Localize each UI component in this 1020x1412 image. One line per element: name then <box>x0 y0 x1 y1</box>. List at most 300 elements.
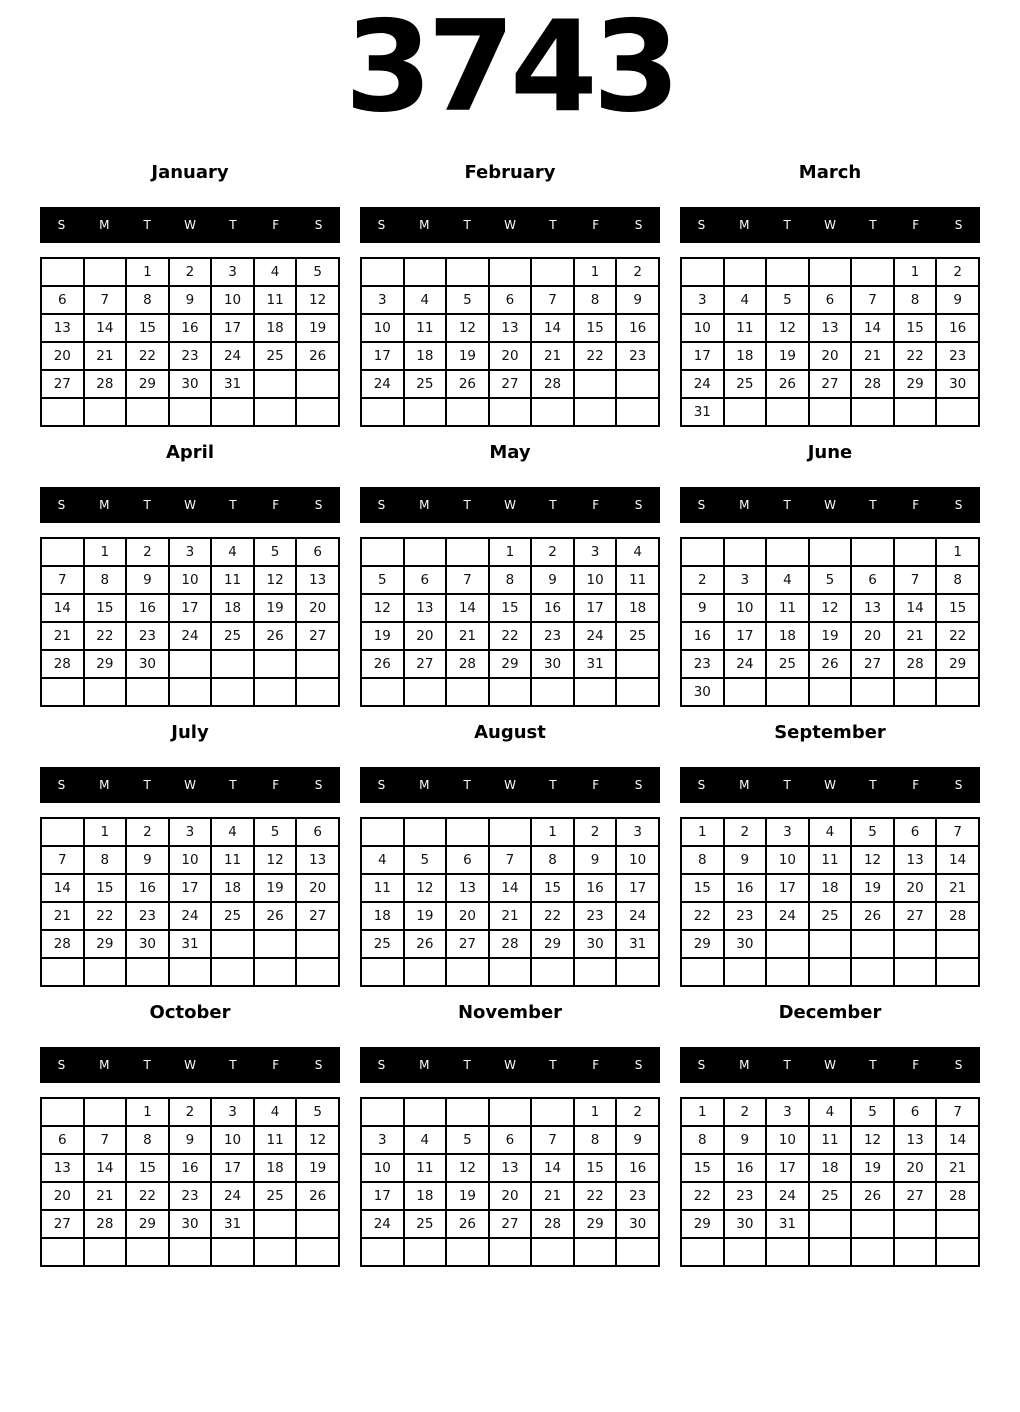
date-cell: 3 <box>766 818 809 846</box>
date-cell: 2 <box>724 1098 767 1126</box>
weekday-label: T <box>143 1058 151 1072</box>
date-cell: 13 <box>809 314 852 342</box>
date-cell: 7 <box>489 846 532 874</box>
week-row <box>41 1238 339 1266</box>
month-dates-table <box>40 1097 340 1267</box>
date-cell: 15 <box>681 1154 724 1182</box>
date-cell: 21 <box>84 1182 127 1210</box>
date-cell: 20 <box>894 874 937 902</box>
date-cell: 20 <box>489 1182 532 1210</box>
week-row <box>41 1154 339 1182</box>
weekday-label: S <box>377 1058 386 1072</box>
weekday-label: F <box>912 1058 920 1072</box>
date-cell: 29 <box>894 370 937 398</box>
date-cell: 30 <box>126 650 169 678</box>
date-cell: 12 <box>851 1126 894 1154</box>
weekday-label: F <box>272 1058 280 1072</box>
date-cell: 5 <box>296 1098 339 1126</box>
date-cell: 13 <box>41 314 84 342</box>
empty-date-cell <box>296 930 339 958</box>
date-cell: 5 <box>766 286 809 314</box>
empty-date-cell <box>851 930 894 958</box>
date-cell: 25 <box>211 902 254 930</box>
date-cell: 2 <box>936 258 979 286</box>
weekday-label: S <box>314 778 323 792</box>
month-title: November <box>457 1002 563 1023</box>
date-cell: 13 <box>489 1154 532 1182</box>
weekday-label: T <box>869 778 877 792</box>
month-dates-body <box>361 818 659 986</box>
empty-date-cell <box>296 398 339 426</box>
weekday-label: T <box>143 498 151 512</box>
date-cell: 3 <box>681 286 724 314</box>
date-cell: 19 <box>446 1182 489 1210</box>
date-cell: 21 <box>894 622 937 650</box>
empty-date-cell <box>894 1210 937 1238</box>
weekday-label: T <box>143 778 151 792</box>
empty-date-cell <box>41 678 84 706</box>
date-cell: 15 <box>681 874 724 902</box>
date-cell: 1 <box>574 1098 617 1126</box>
date-cell: 6 <box>894 1098 937 1126</box>
date-cell: 7 <box>851 286 894 314</box>
week-row <box>41 538 339 566</box>
date-cell: 8 <box>531 846 574 874</box>
date-cell: 5 <box>809 566 852 594</box>
date-cell: 20 <box>296 594 339 622</box>
date-cell: 5 <box>851 1098 894 1126</box>
weekday-header-bar <box>680 207 980 243</box>
empty-date-cell <box>766 930 809 958</box>
date-cell: 20 <box>894 1154 937 1182</box>
month-dates-table <box>680 817 980 987</box>
weekday-label: S <box>697 778 706 792</box>
date-cell: 3 <box>724 566 767 594</box>
date-cell: 29 <box>126 1210 169 1238</box>
date-cell: 27 <box>894 1182 937 1210</box>
date-cell: 8 <box>84 566 127 594</box>
weekday-label: S <box>314 218 323 232</box>
date-cell: 19 <box>296 314 339 342</box>
empty-date-cell <box>894 1238 937 1266</box>
date-cell: 10 <box>616 846 659 874</box>
date-cell: 29 <box>681 930 724 958</box>
weekday-label: T <box>229 218 237 232</box>
date-cell: 20 <box>296 874 339 902</box>
weekday-label: F <box>912 778 920 792</box>
empty-date-cell <box>574 1238 617 1266</box>
empty-date-cell <box>84 678 127 706</box>
date-cell: 28 <box>84 1210 127 1238</box>
empty-date-cell <box>809 930 852 958</box>
date-cell: 16 <box>936 314 979 342</box>
date-cell: 28 <box>936 902 979 930</box>
weekday-label: S <box>377 218 386 232</box>
date-cell: 15 <box>894 314 937 342</box>
weekday-label: S <box>634 498 643 512</box>
date-cell: 29 <box>574 1210 617 1238</box>
date-cell: 20 <box>446 902 489 930</box>
month-block <box>360 720 660 987</box>
empty-date-cell <box>84 258 127 286</box>
weekday-label: T <box>783 218 791 232</box>
empty-date-cell <box>531 1238 574 1266</box>
date-cell: 30 <box>724 1210 767 1238</box>
date-cell: 11 <box>254 286 297 314</box>
weekday-label: F <box>272 778 280 792</box>
date-cell: 2 <box>169 258 212 286</box>
empty-date-cell <box>41 258 84 286</box>
date-cell: 17 <box>724 622 767 650</box>
weekday-label: T <box>549 778 557 792</box>
empty-date-cell <box>851 538 894 566</box>
date-cell: 31 <box>681 398 724 426</box>
month-dates-table <box>40 257 340 427</box>
empty-date-cell <box>724 538 767 566</box>
date-cell: 27 <box>489 370 532 398</box>
empty-date-cell <box>531 398 574 426</box>
empty-date-cell <box>211 398 254 426</box>
date-cell: 28 <box>41 930 84 958</box>
date-cell: 8 <box>936 566 979 594</box>
empty-date-cell <box>616 678 659 706</box>
empty-date-cell <box>296 958 339 986</box>
empty-date-cell <box>254 650 297 678</box>
date-cell: 29 <box>936 650 979 678</box>
week-row <box>41 1210 339 1238</box>
date-cell: 11 <box>404 1154 447 1182</box>
empty-date-cell <box>296 370 339 398</box>
empty-date-cell <box>489 958 532 986</box>
date-cell: 18 <box>361 902 404 930</box>
date-cell: 24 <box>211 1182 254 1210</box>
date-cell: 7 <box>936 1098 979 1126</box>
empty-date-cell <box>84 1098 127 1126</box>
date-cell: 1 <box>894 258 937 286</box>
weekday-label: M <box>739 778 750 792</box>
date-cell: 2 <box>126 818 169 846</box>
date-cell: 12 <box>254 566 297 594</box>
month-dates-table <box>360 537 660 707</box>
date-cell: 30 <box>169 1210 212 1238</box>
date-cell: 14 <box>936 846 979 874</box>
weekday-header-bar <box>360 487 660 523</box>
year-title: 3743 <box>344 0 676 140</box>
date-cell: 20 <box>851 622 894 650</box>
weekday-label: W <box>184 1058 196 1072</box>
month-block <box>40 1000 340 1267</box>
week-row <box>681 398 979 426</box>
empty-date-cell <box>361 258 404 286</box>
date-cell: 10 <box>361 1154 404 1182</box>
month-dates-table <box>360 257 660 427</box>
date-cell: 19 <box>851 874 894 902</box>
date-cell: 5 <box>404 846 447 874</box>
date-cell: 2 <box>616 1098 659 1126</box>
week-row <box>681 818 979 846</box>
date-cell: 23 <box>724 902 767 930</box>
date-cell: 3 <box>361 1126 404 1154</box>
date-cell: 22 <box>681 902 724 930</box>
date-cell: 9 <box>724 1126 767 1154</box>
month-dates-body <box>681 258 979 426</box>
date-cell: 5 <box>254 538 297 566</box>
date-cell: 29 <box>489 650 532 678</box>
date-cell: 2 <box>616 258 659 286</box>
weekday-label: W <box>184 218 196 232</box>
date-cell: 17 <box>211 314 254 342</box>
date-cell: 16 <box>724 874 767 902</box>
weekday-label: S <box>634 218 643 232</box>
date-cell: 1 <box>574 258 617 286</box>
week-row <box>41 874 339 902</box>
weekday-label: T <box>463 778 471 792</box>
empty-date-cell <box>531 958 574 986</box>
date-cell: 23 <box>574 902 617 930</box>
date-cell: 26 <box>851 902 894 930</box>
date-cell: 14 <box>894 594 937 622</box>
date-cell: 18 <box>211 874 254 902</box>
date-cell: 17 <box>169 874 212 902</box>
date-cell: 4 <box>404 286 447 314</box>
date-cell: 22 <box>126 1182 169 1210</box>
date-cell: 19 <box>296 1154 339 1182</box>
date-cell: 4 <box>809 818 852 846</box>
weekday-header-bar <box>360 207 660 243</box>
weekday-label: T <box>229 1058 237 1072</box>
date-cell: 4 <box>766 566 809 594</box>
date-cell: 25 <box>404 370 447 398</box>
weekday-label: M <box>739 1058 750 1072</box>
date-cell: 23 <box>724 1182 767 1210</box>
date-cell: 30 <box>531 650 574 678</box>
date-cell: 22 <box>126 342 169 370</box>
date-cell: 6 <box>894 818 937 846</box>
months-grid <box>0 160 1020 1267</box>
week-row <box>681 342 979 370</box>
date-cell: 13 <box>894 846 937 874</box>
date-cell: 4 <box>211 818 254 846</box>
week-row <box>361 258 659 286</box>
weekday-label: S <box>57 498 66 512</box>
empty-date-cell <box>724 398 767 426</box>
week-row <box>41 342 339 370</box>
date-cell: 23 <box>126 902 169 930</box>
weekday-label: M <box>419 498 430 512</box>
empty-date-cell <box>851 398 894 426</box>
date-cell: 14 <box>531 314 574 342</box>
empty-date-cell <box>169 398 212 426</box>
date-cell: 27 <box>809 370 852 398</box>
date-cell: 30 <box>724 930 767 958</box>
weekday-label: T <box>869 218 877 232</box>
date-cell: 18 <box>211 594 254 622</box>
weekday-label: T <box>869 498 877 512</box>
date-cell: 26 <box>809 650 852 678</box>
weekday-header-bar <box>40 767 340 803</box>
empty-date-cell <box>531 1098 574 1126</box>
week-row <box>681 678 979 706</box>
date-cell: 2 <box>724 818 767 846</box>
empty-date-cell <box>616 370 659 398</box>
week-row <box>681 538 979 566</box>
date-cell: 11 <box>361 874 404 902</box>
week-row <box>681 1238 979 1266</box>
date-cell: 7 <box>446 566 489 594</box>
month-dates-body <box>681 1098 979 1266</box>
empty-date-cell <box>211 930 254 958</box>
week-row <box>361 902 659 930</box>
empty-date-cell <box>936 1238 979 1266</box>
weekday-label: S <box>634 778 643 792</box>
empty-date-cell <box>211 958 254 986</box>
date-cell: 25 <box>361 930 404 958</box>
date-cell: 21 <box>41 902 84 930</box>
date-cell: 10 <box>724 594 767 622</box>
date-cell: 8 <box>681 846 724 874</box>
weekday-label: T <box>783 778 791 792</box>
date-cell: 24 <box>724 650 767 678</box>
date-cell: 31 <box>211 370 254 398</box>
empty-date-cell <box>126 398 169 426</box>
empty-date-cell <box>404 538 447 566</box>
empty-date-cell <box>41 958 84 986</box>
empty-date-cell <box>616 958 659 986</box>
date-cell: 1 <box>531 818 574 846</box>
weekday-label: T <box>549 218 557 232</box>
empty-date-cell <box>446 398 489 426</box>
date-cell: 8 <box>894 286 937 314</box>
date-cell: 16 <box>616 314 659 342</box>
empty-date-cell <box>489 258 532 286</box>
empty-date-cell <box>41 1098 84 1126</box>
empty-date-cell <box>851 958 894 986</box>
date-cell: 18 <box>766 622 809 650</box>
date-cell: 27 <box>41 370 84 398</box>
date-cell: 5 <box>446 286 489 314</box>
date-cell: 1 <box>126 258 169 286</box>
date-cell: 15 <box>574 314 617 342</box>
week-row <box>41 398 339 426</box>
date-cell: 7 <box>41 566 84 594</box>
date-cell: 22 <box>936 622 979 650</box>
date-cell: 12 <box>809 594 852 622</box>
date-cell: 30 <box>616 1210 659 1238</box>
empty-date-cell <box>766 398 809 426</box>
month-title: July <box>171 722 209 743</box>
date-cell: 28 <box>489 930 532 958</box>
date-cell: 1 <box>681 818 724 846</box>
weekday-label: S <box>954 218 963 232</box>
date-cell: 8 <box>126 1126 169 1154</box>
week-row <box>41 958 339 986</box>
date-cell: 18 <box>809 1154 852 1182</box>
date-cell: 19 <box>851 1154 894 1182</box>
month-title: August <box>474 722 546 743</box>
week-row <box>681 314 979 342</box>
week-row <box>41 678 339 706</box>
date-cell: 6 <box>809 286 852 314</box>
date-cell: 10 <box>211 1126 254 1154</box>
date-cell: 14 <box>851 314 894 342</box>
weekday-label: T <box>229 498 237 512</box>
date-cell: 24 <box>361 1210 404 1238</box>
date-cell: 4 <box>254 1098 297 1126</box>
empty-date-cell <box>489 818 532 846</box>
week-row <box>681 1154 979 1182</box>
week-row <box>41 846 339 874</box>
week-row <box>681 370 979 398</box>
date-cell: 11 <box>724 314 767 342</box>
empty-date-cell <box>851 1210 894 1238</box>
date-cell: 23 <box>681 650 724 678</box>
date-cell: 15 <box>126 314 169 342</box>
month-title: September <box>774 722 886 743</box>
date-cell: 28 <box>446 650 489 678</box>
empty-date-cell <box>361 538 404 566</box>
date-cell: 18 <box>809 874 852 902</box>
date-cell: 14 <box>936 1126 979 1154</box>
date-cell: 21 <box>851 342 894 370</box>
date-cell: 9 <box>616 286 659 314</box>
date-cell: 25 <box>809 902 852 930</box>
empty-date-cell <box>894 538 937 566</box>
date-cell: 16 <box>169 1154 212 1182</box>
date-cell: 21 <box>531 1182 574 1210</box>
empty-date-cell <box>169 678 212 706</box>
empty-date-cell <box>766 258 809 286</box>
week-row <box>681 1210 979 1238</box>
date-cell: 27 <box>446 930 489 958</box>
date-cell: 9 <box>126 566 169 594</box>
date-cell: 7 <box>531 286 574 314</box>
date-cell: 17 <box>616 874 659 902</box>
date-cell: 12 <box>851 846 894 874</box>
weekday-label: W <box>504 218 516 232</box>
empty-date-cell <box>681 538 724 566</box>
weekday-label: T <box>463 1058 471 1072</box>
date-cell: 3 <box>211 258 254 286</box>
weekday-label: S <box>634 1058 643 1072</box>
empty-date-cell <box>851 258 894 286</box>
empty-date-cell <box>894 930 937 958</box>
date-cell: 29 <box>84 650 127 678</box>
date-cell: 22 <box>574 1182 617 1210</box>
date-cell: 10 <box>211 286 254 314</box>
weekday-label: T <box>549 1058 557 1072</box>
empty-date-cell <box>724 958 767 986</box>
empty-date-cell <box>211 1238 254 1266</box>
date-cell: 2 <box>126 538 169 566</box>
empty-date-cell <box>404 678 447 706</box>
week-row <box>681 594 979 622</box>
weekday-label: T <box>143 218 151 232</box>
date-cell: 17 <box>361 1182 404 1210</box>
month-dates-table <box>680 1097 980 1267</box>
month-block <box>680 440 980 707</box>
empty-date-cell <box>296 650 339 678</box>
weekday-label: W <box>824 498 836 512</box>
date-cell: 12 <box>361 594 404 622</box>
date-cell: 30 <box>681 678 724 706</box>
date-cell: 27 <box>894 902 937 930</box>
date-cell: 25 <box>766 650 809 678</box>
date-cell: 28 <box>936 1182 979 1210</box>
empty-date-cell <box>254 1238 297 1266</box>
empty-date-cell <box>361 818 404 846</box>
weekday-label: W <box>504 498 516 512</box>
date-cell: 21 <box>936 874 979 902</box>
